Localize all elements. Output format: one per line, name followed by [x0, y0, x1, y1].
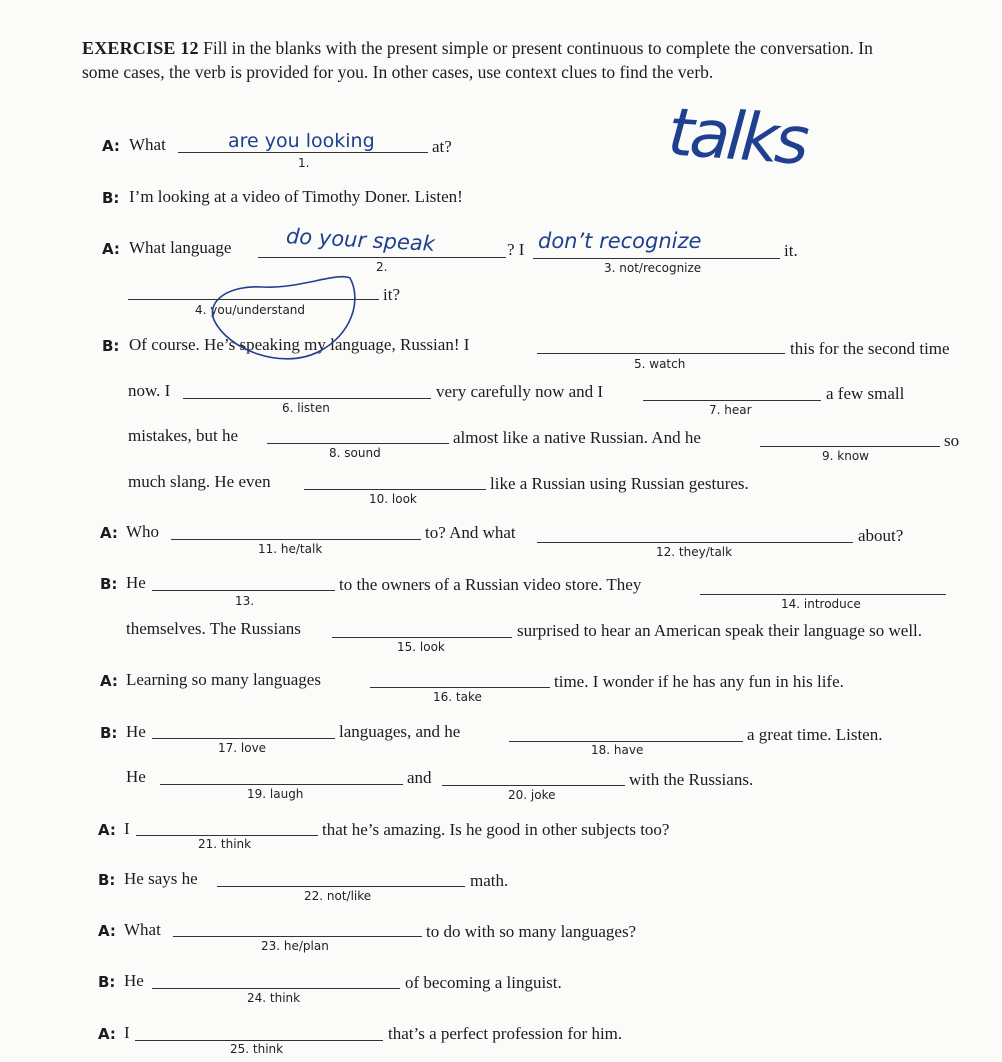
line-text: now. I — [128, 381, 171, 400]
line-text: and — [407, 768, 432, 787]
line-text: to the owners of a Russian video store. They — [339, 575, 642, 594]
cue-8: 8. sound — [329, 446, 381, 460]
line-text: about? — [858, 526, 904, 545]
line-text: I — [124, 819, 130, 838]
cue-12: 12. they/talk — [656, 545, 733, 559]
cue-1: 1. — [298, 156, 310, 170]
line-text: of becoming a linguist. — [405, 973, 562, 992]
line-text: very carefully now and I — [436, 382, 604, 401]
line-text: I’m looking at a video of Timothy Doner. Listen! — [129, 187, 463, 206]
cue-17: 17. love — [218, 741, 267, 755]
cue-23: 23. he/plan — [261, 939, 329, 953]
line-text: like a Russian using Russian gestures. — [490, 474, 749, 493]
speaker-b: B: — [100, 724, 118, 742]
cue-19: 19. laugh — [247, 787, 304, 801]
speaker-a: A: — [100, 524, 118, 542]
cue-20: 20. joke — [508, 788, 556, 802]
cue-24: 24. think — [247, 991, 301, 1005]
line-text: that’s a perfect profession for him. — [388, 1024, 623, 1043]
cue-3: 3. not/recognize — [604, 261, 702, 275]
speaker-a: A: — [98, 821, 116, 839]
speaker-a: A: — [102, 240, 120, 258]
line-text: at? — [432, 137, 452, 156]
line-text: He — [126, 573, 146, 592]
cue-16: 16. take — [433, 690, 482, 704]
line-text: this for the second time — [790, 339, 950, 358]
line-text: surprised to hear an American speak their language so well. — [517, 621, 923, 640]
line-text: much slang. He even — [128, 472, 271, 491]
line-text: themselves. The Russians — [126, 619, 301, 638]
line-text: What — [129, 135, 166, 154]
speaker-a: A: — [100, 672, 118, 690]
line-text: so — [944, 431, 960, 450]
line-text: that he’s amazing. Is he good in other subjects too? — [322, 820, 670, 839]
cue-2: 2. — [376, 260, 388, 274]
cue-22: 22. not/like — [304, 889, 372, 903]
line-text: Who — [126, 522, 160, 541]
speaker-a: A: — [98, 922, 116, 940]
line-text: languages, and he — [339, 722, 461, 741]
line-text: with the Russians. — [629, 770, 754, 789]
line-text: math. — [470, 871, 509, 890]
cue-11: 11. he/talk — [258, 542, 323, 556]
cue-9: 9. know — [822, 449, 869, 463]
line-text: a few small — [826, 384, 905, 403]
cue-4: 4. you/understand — [195, 303, 306, 317]
line-text: almost like a native Russian. And he — [453, 428, 701, 447]
cue-21: 21. think — [198, 837, 252, 851]
line-text: Learning so many languages — [126, 670, 321, 689]
line-text: to do with so many languages? — [426, 922, 637, 941]
line-text: time. I wonder if he has any fun in his life. — [554, 672, 844, 691]
speaker-b: B: — [100, 575, 118, 593]
speaker-a: A: — [102, 137, 120, 155]
exercise-title: EXERCISE 12 — [82, 38, 199, 58]
cue-13: 13. — [235, 594, 255, 608]
line-text: What language — [129, 238, 232, 257]
cue-6: 6. listen — [282, 401, 330, 415]
line-text: it? — [383, 285, 400, 304]
speaker-b: B: — [102, 337, 120, 355]
line-text: a great time. Listen. — [747, 725, 883, 744]
handwritten-margin-note: talks — [665, 93, 808, 180]
handwritten-answer-2: do your speak — [285, 224, 436, 256]
line-text: He — [126, 767, 146, 786]
speaker-b: B: — [98, 973, 116, 991]
cue-15: 15. look — [397, 640, 445, 654]
speaker-b: B: — [102, 189, 120, 207]
speaker-b: B: — [98, 871, 116, 889]
exercise-instructions: Fill in the blanks with the present simple or present continuous to complete the conversation. In some cases, the verb is provided for you. In other cases, use context clues to find the verb. — [82, 38, 873, 82]
cue-18: 18. have — [591, 743, 644, 757]
speaker-a: A: — [98, 1025, 116, 1043]
line-text: He — [126, 722, 146, 741]
line-text: to? And what — [425, 523, 516, 542]
line-text: mistakes, but he — [128, 426, 239, 445]
cue-14: 14. introduce — [781, 597, 861, 611]
cue-7: 7. hear — [709, 403, 752, 417]
line-text: What — [124, 920, 161, 939]
line-text: it. — [784, 241, 798, 260]
cue-25: 25. think — [230, 1042, 284, 1056]
line-text: I — [124, 1023, 130, 1042]
line-text: ? I — [507, 240, 525, 259]
cue-5: 5. watch — [634, 357, 686, 371]
line-text: He says he — [124, 869, 198, 888]
cue-10: 10. look — [369, 492, 417, 506]
handwritten-answer-3: don’t recognize — [538, 229, 702, 253]
line-text: He — [124, 971, 144, 990]
line-text: Of course. He’s speaking my language, Russian! I — [129, 335, 470, 354]
handwritten-answer-1: are you looking — [228, 130, 375, 152]
